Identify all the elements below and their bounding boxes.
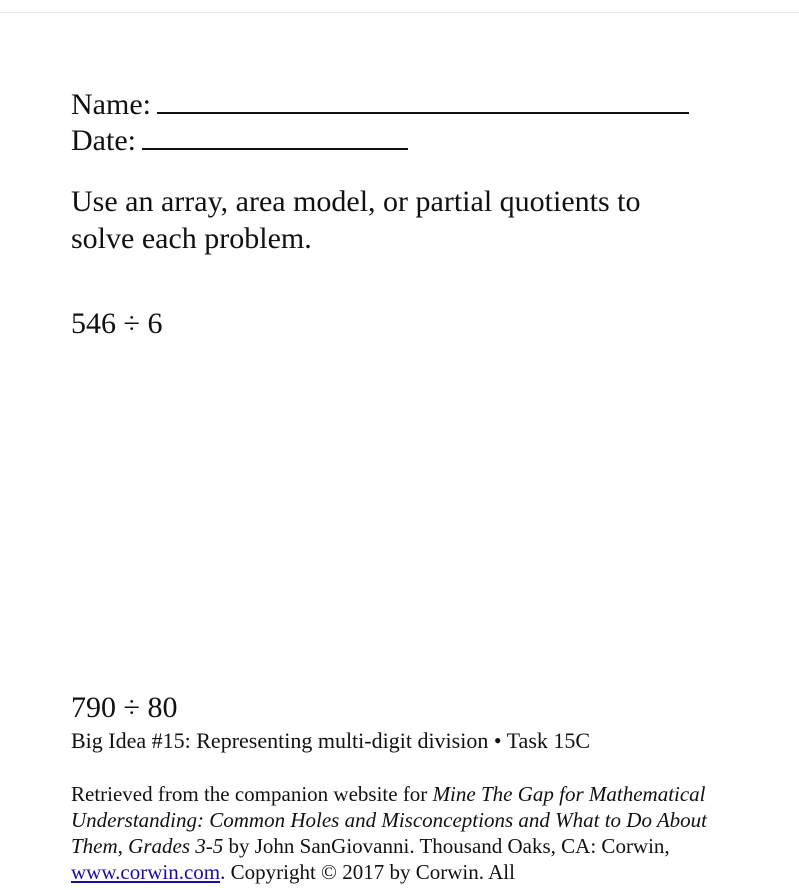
citation-suffix: . Copyright © 2017 by Corwin. All	[220, 860, 515, 884]
page-top-rule	[0, 12, 799, 13]
name-field	[71, 86, 689, 123]
task-line: Big Idea #15: Representing multi-digit division • Task 15C	[71, 728, 591, 753]
citation	[71, 781, 731, 885]
name-blank-line	[157, 86, 689, 114]
citation-author: by John SanGiovanni. Thousand Oaks, CA: Corwin,	[223, 834, 670, 858]
corwin-link[interactable]: www.corwin.com	[71, 860, 221, 884]
date-field	[71, 122, 408, 159]
date-blank-line	[142, 122, 408, 150]
citation-prefix: Retrieved from the companion website for	[71, 782, 433, 806]
problem-2: 790 ÷ 80	[71, 691, 178, 724]
citation-book-title: Mine The Gap for Mathematical Understanding: Common Holes and Misconceptions and What to Do About Them, Grades 3-5	[71, 782, 707, 858]
instructions: Use an array, area model, or partial quotients to solve each problem.	[71, 185, 641, 255]
name-label: Name:	[71, 88, 151, 121]
date-label: Date:	[71, 124, 136, 157]
problem-1: 546 ÷ 6	[71, 307, 163, 340]
